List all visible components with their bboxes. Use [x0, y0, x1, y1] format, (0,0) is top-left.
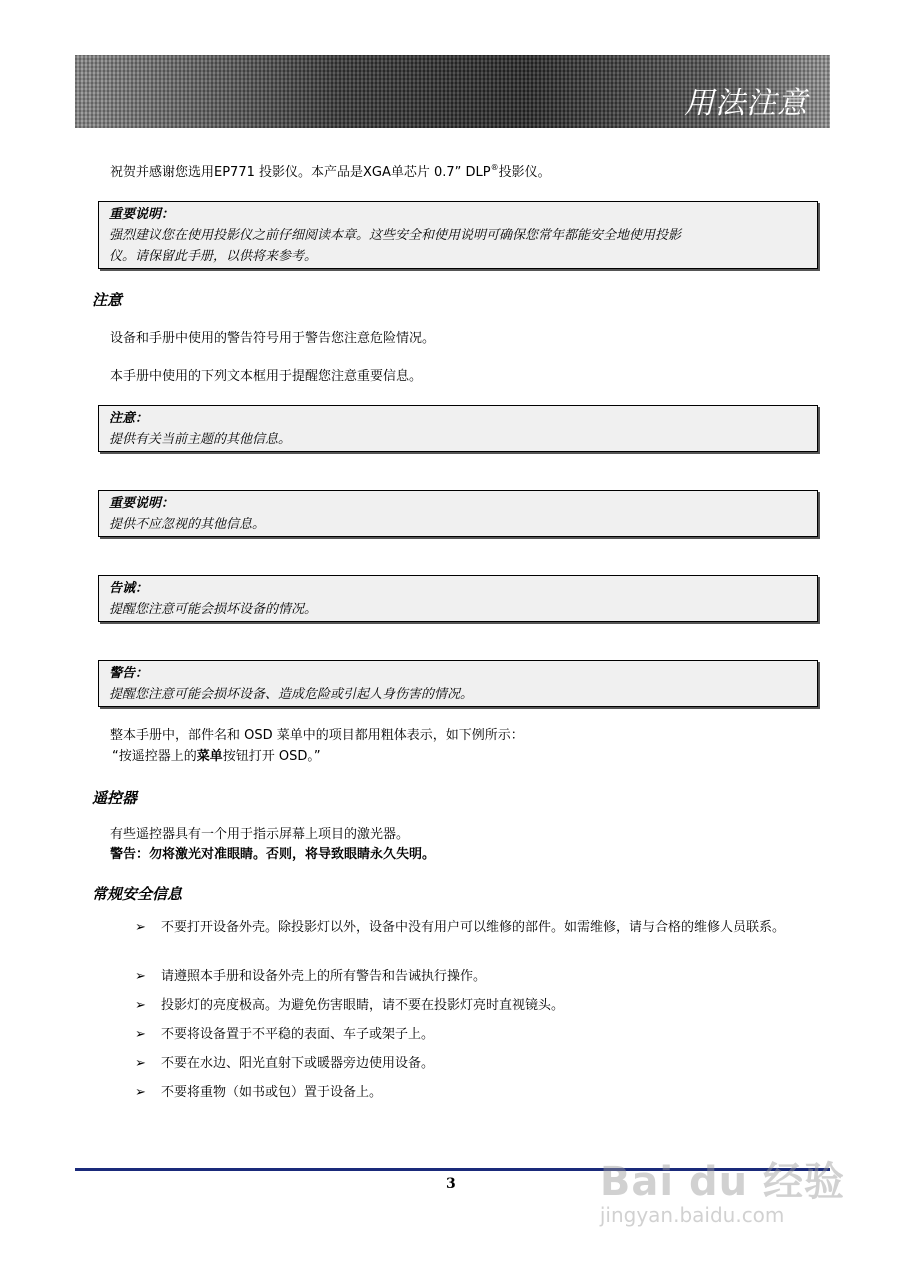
important-box [98, 490, 818, 537]
safety-item-text: 请遵照本手册和设备外壳上的所有警告和告诫执行操作。 [161, 969, 487, 984]
bold-note-menu: 菜单 [196, 749, 223, 764]
header-band [75, 55, 830, 128]
intro-text: 祝贺并感谢您选用EP771 投影仪。本产品是XGA单芯片 0.7” DLP [110, 165, 491, 180]
notice-para2: 本手册中使用的下列文本框用于提醒您注意重要信息。 [110, 369, 423, 384]
safety-item [135, 1024, 825, 1045]
warning-box-title: 警告： [109, 666, 149, 681]
important-box-line1: 强烈建议您在使用投影仪之前仔细阅读本章。这些安全和使用说明可确保您常年都能安全地使用投影 [109, 228, 682, 243]
important-notice-box [98, 201, 818, 269]
page-number: 3 [446, 1176, 456, 1192]
bold-note-line1: 整本手册中，部件名和 OSD 菜单中的项目都用粗体表示，如下例所示： [110, 728, 524, 743]
intro-text-after: 投影仪。 [498, 165, 551, 180]
note-box-body: 提供有关当前主题的其他信息。 [109, 432, 292, 447]
safety-item-text: 投影灯的亮度极高。为避免伤害眼睛，请不要在投影灯亮时直视镜头。 [161, 998, 565, 1013]
note-box [98, 405, 818, 452]
watermark-url: jingyan.baidu.com [599, 1203, 785, 1227]
arrow-bullet-icon: ➢ [135, 920, 146, 935]
caution-box [98, 575, 818, 622]
safety-item [135, 917, 825, 959]
page-title: 用法注意 [684, 86, 808, 121]
safety-item-text: 不要将重物（如书或包）置于设备上。 [161, 1085, 383, 1100]
notice-para1: 设备和手册中使用的警告符号用于警告您注意危险情况。 [110, 331, 436, 346]
arrow-bullet-icon: ➢ [135, 1056, 146, 1071]
remote-line1: 有些遥控器具有一个用于指示屏幕上项目的激光器。 [110, 827, 410, 842]
arrow-bullet-icon: ➢ [135, 1027, 146, 1042]
intro-paragraph [110, 163, 551, 183]
safety-item-text: 不要打开设备外壳。除投影灯以外，设备中没有用户可以维修的部件。如需维修，请与合格的维修人员联系。 [161, 920, 786, 935]
caution-box-title: 告诫： [109, 581, 149, 596]
bold-note-line2 [112, 747, 321, 767]
safety-item-text: 不要将设备置于不平稳的表面、车子或架子上。 [161, 1027, 435, 1042]
note-box-title: 注意： [109, 411, 149, 426]
watermark [600, 1150, 845, 1227]
remote-warning: 警告：勿将激光对准眼睛。否则，将导致眼睛永久失明。 [110, 847, 436, 862]
arrow-bullet-icon: ➢ [135, 998, 146, 1013]
caution-box-body: 提醒您注意可能会损坏设备的情况。 [109, 602, 318, 617]
arrow-bullet-icon: ➢ [135, 1085, 146, 1100]
important-box-line2: 仪。请保留此手册，以供将来参考。 [109, 249, 318, 264]
important-box-title: 重要说明： [109, 207, 175, 222]
watermark-brand: Bai du 经验 [599, 1159, 845, 1205]
safety-item [135, 1053, 825, 1074]
bold-note-pre: “按遥控器上的 [112, 749, 197, 764]
important-box2-title: 重要说明： [109, 496, 175, 511]
registered-mark: ® [490, 163, 499, 172]
remote-heading: 遥控器 [92, 789, 138, 807]
warning-box-body: 提醒您注意可能会损坏设备、造成危险或引起人身伤害的情况。 [109, 687, 474, 702]
notice-heading: 注意 [92, 291, 123, 309]
bold-note-post: 按钮打开 OSD。” [222, 749, 321, 764]
safety-item [135, 966, 825, 987]
important-box2-body: 提供不应忽视的其他信息。 [109, 517, 266, 532]
safety-item-text: 不要在水边、阳光直射下或暖器旁边使用设备。 [161, 1056, 435, 1071]
warning-box [98, 660, 818, 707]
safety-item [135, 1082, 825, 1103]
arrow-bullet-icon: ➢ [135, 969, 146, 984]
safety-item [135, 995, 825, 1016]
safety-heading: 常规安全信息 [92, 885, 183, 903]
